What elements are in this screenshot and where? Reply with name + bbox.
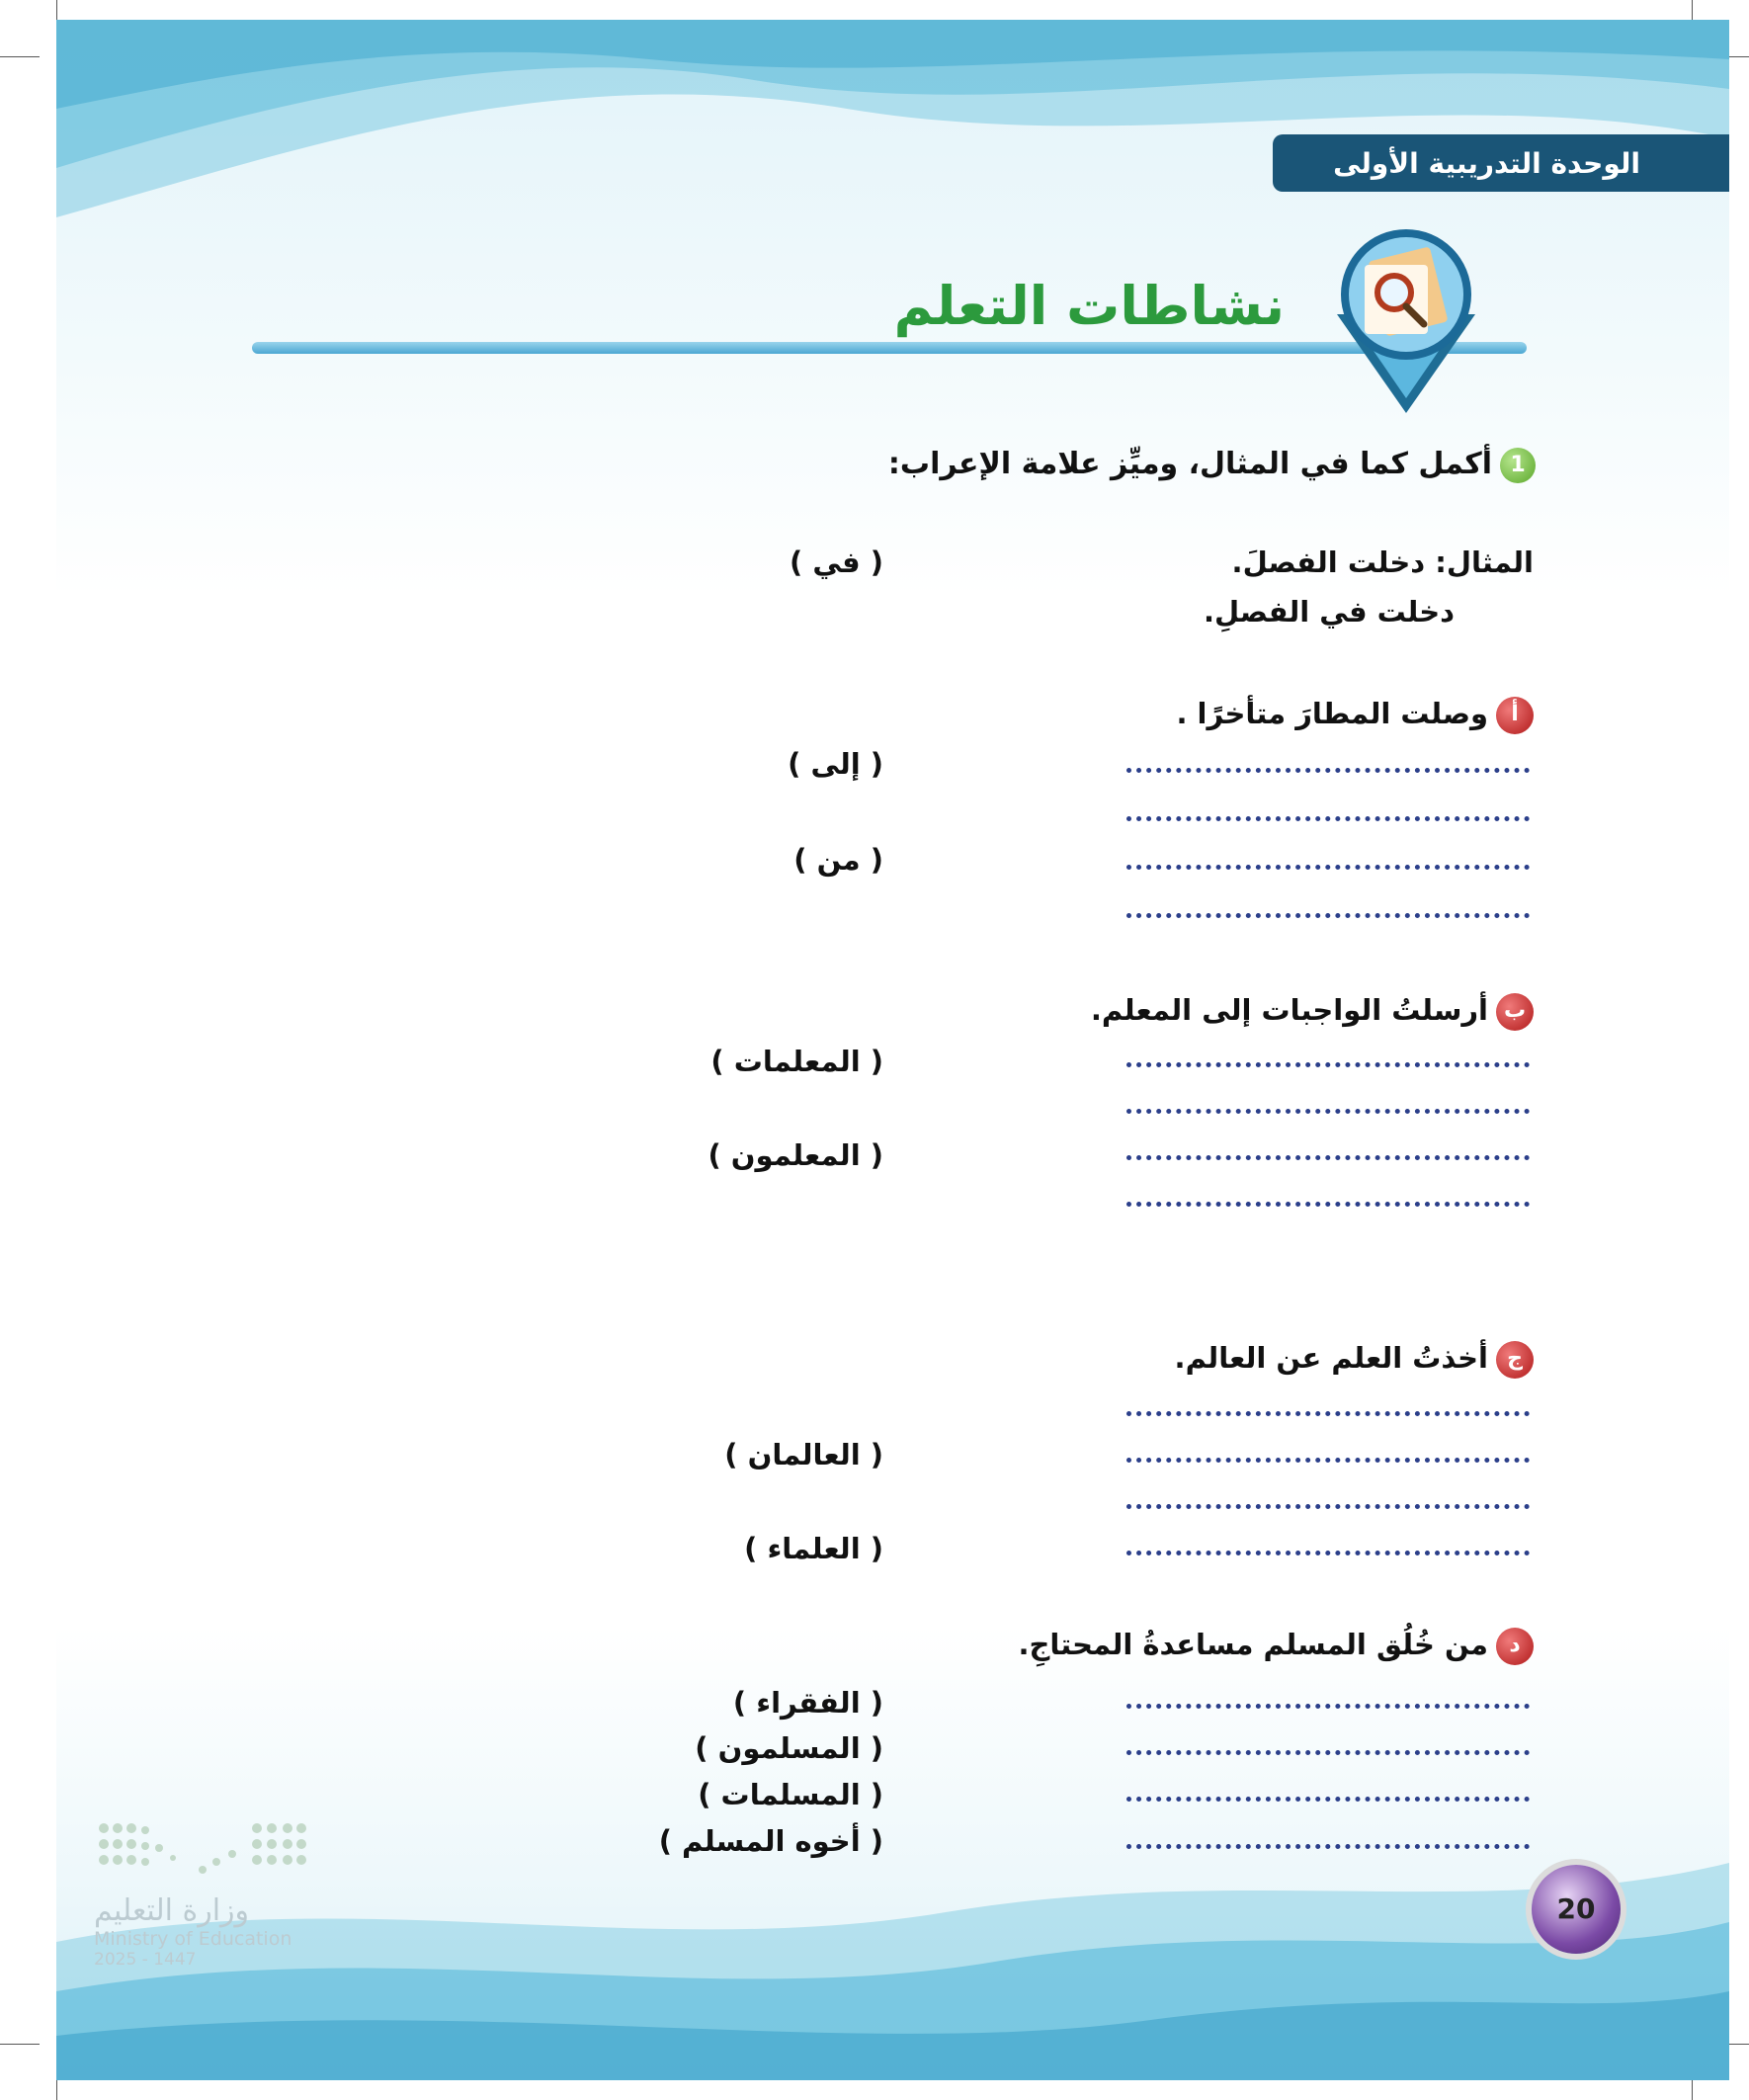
question-instruction-text: أكمل كما في المثال، وميِّز علامة الإعراب: xyxy=(887,447,1492,481)
replacement-word: ( المعلمون ) xyxy=(708,1138,883,1172)
ministry-logo xyxy=(94,1818,321,1970)
answer-line[interactable] xyxy=(1126,1062,1530,1067)
item-c-sentence xyxy=(1175,1341,1534,1379)
answer-line[interactable] xyxy=(1126,865,1530,870)
replacement-word: ( العلماء ) xyxy=(744,1532,883,1565)
replacement-word: ( المعلمات ) xyxy=(710,1045,883,1078)
section-title: نشاطات التعلم xyxy=(893,275,1285,337)
item-sentence-text: وصلت المطارَ متأخرًا . xyxy=(1176,697,1488,730)
answer-line[interactable] xyxy=(1126,913,1530,918)
ministry-name-ar: وزارة التعليم xyxy=(94,1893,250,1928)
replacement-word: ( المسلمات ) xyxy=(698,1778,883,1811)
item-a-sentence xyxy=(1176,697,1534,734)
folder-magnifier-icon xyxy=(1317,225,1495,413)
ministry-year: 2025 - 1447 xyxy=(94,1950,197,1970)
answer-line[interactable] xyxy=(1126,1411,1530,1416)
question-instruction xyxy=(888,447,1536,483)
question-number-badge: 1 xyxy=(1500,448,1536,483)
answer-line[interactable] xyxy=(1126,1202,1530,1207)
example-line: المثال: دخلت الفصلَ. xyxy=(1231,546,1534,579)
answer-line[interactable] xyxy=(1126,1750,1530,1755)
answer-line[interactable] xyxy=(1126,1551,1530,1555)
answer-line[interactable] xyxy=(1126,816,1530,821)
answer-line[interactable] xyxy=(1126,1109,1530,1114)
answer-line[interactable] xyxy=(1126,1504,1530,1509)
ministry-dots-icon xyxy=(94,1818,311,1888)
item-letter-badge: د xyxy=(1496,1628,1534,1665)
replacement-word: ( إلى ) xyxy=(788,747,883,781)
answer-line[interactable] xyxy=(1126,1458,1530,1463)
item-letter-badge: ج xyxy=(1496,1341,1534,1379)
item-sentence-text: من خُلُق المسلم مساعدةُ المحتاجِ. xyxy=(1018,1628,1488,1661)
item-letter-badge: ب xyxy=(1496,993,1534,1031)
item-b-sentence xyxy=(1091,993,1534,1031)
item-d-sentence xyxy=(1018,1628,1534,1665)
answer-line[interactable] xyxy=(1126,1844,1530,1849)
item-sentence-text: أخذتُ العلم عن العالم. xyxy=(1174,1341,1488,1375)
item-letter-badge: أ xyxy=(1496,697,1534,734)
replacement-word: ( من ) xyxy=(793,843,883,877)
answer-line[interactable] xyxy=(1126,1155,1530,1160)
page-number: 20 xyxy=(1532,1865,1621,1954)
replacement-word: ( الفقراء ) xyxy=(732,1686,883,1720)
item-sentence-text: أرسلتُ الواجبات إلى المعلم. xyxy=(1090,993,1488,1027)
replacement-word: ( أخوه المسلم ) xyxy=(658,1824,883,1858)
answer-line[interactable] xyxy=(1126,1797,1530,1802)
example-answer-line: دخلت في الفصلِ. xyxy=(1203,595,1455,629)
replacement-word: ( العالمان ) xyxy=(724,1438,883,1471)
answer-line[interactable] xyxy=(1126,768,1530,773)
unit-badge-label: الوحدة التدريبية الأولى xyxy=(1333,146,1640,180)
crop-mark xyxy=(0,56,40,57)
replacement-word: ( المسلمون ) xyxy=(695,1731,883,1765)
example-word: ( في ) xyxy=(789,546,883,579)
unit-badge xyxy=(1273,134,1729,192)
ministry-name-en: Ministry of Education xyxy=(94,1928,292,1950)
crop-mark xyxy=(0,2044,40,2045)
answer-line[interactable] xyxy=(1126,1704,1530,1709)
